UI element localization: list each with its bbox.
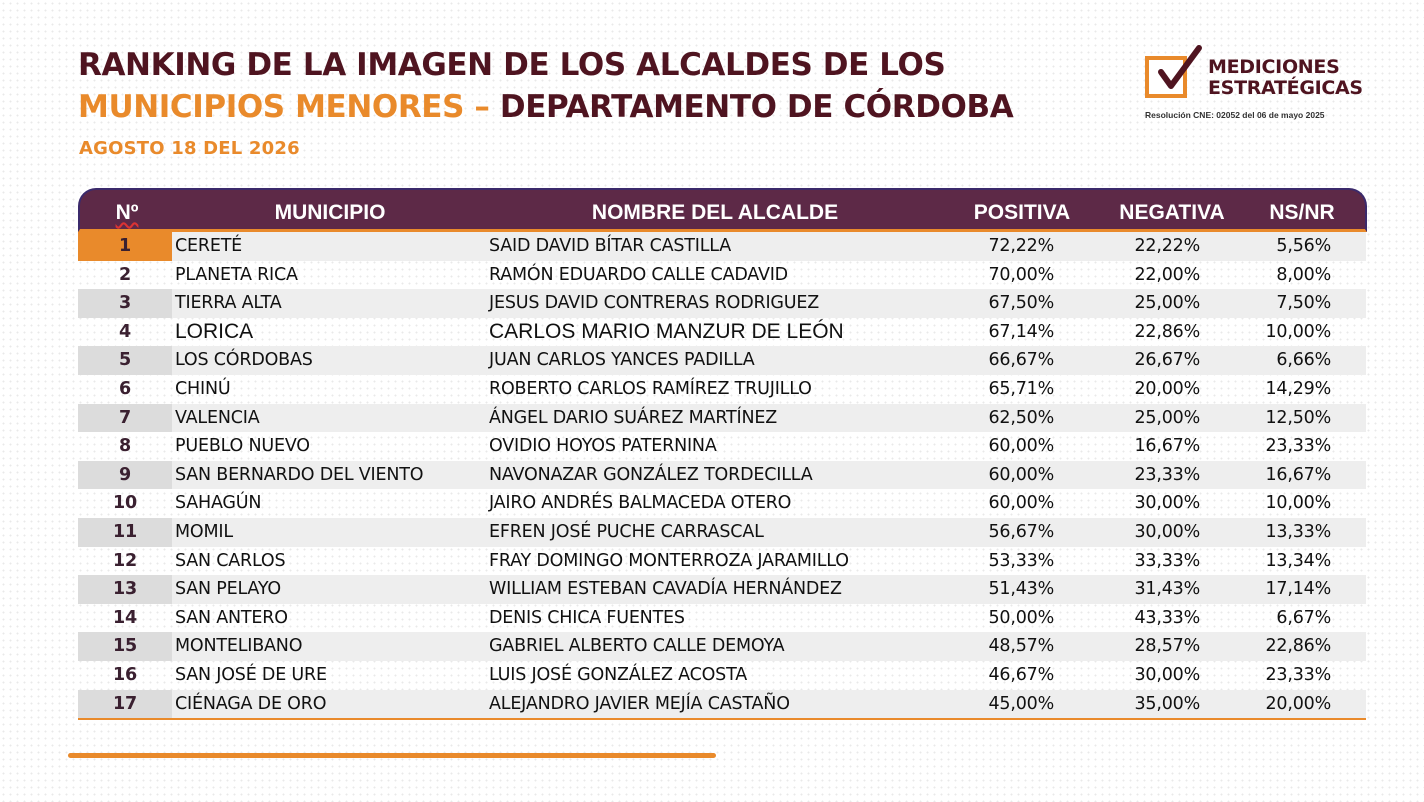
title-department: DEPARTAMENTO DE CÓRDOBA bbox=[489, 89, 1014, 125]
cell-positiva: 70,00% bbox=[988, 264, 1054, 285]
table-row bbox=[78, 289, 1366, 318]
cell-municipio: CIÉNAGA DE ORO bbox=[175, 693, 327, 714]
cell-nsnr: 6,67% bbox=[1276, 607, 1331, 628]
table-row bbox=[78, 575, 1366, 604]
table-row bbox=[78, 375, 1366, 404]
cell-positiva: 67,14% bbox=[988, 321, 1054, 342]
header-positiva: POSITIVA bbox=[973, 201, 1071, 224]
report-date: AGOSTO 18 DEL 2026 bbox=[79, 138, 300, 159]
cell-nsnr: 14,29% bbox=[1265, 378, 1331, 399]
header-num: Nº bbox=[115, 201, 139, 224]
cell-negativa: 25,00% bbox=[1134, 407, 1200, 428]
cell-negativa: 43,33% bbox=[1134, 607, 1200, 628]
cell-municipio: SAHAGÚN bbox=[175, 493, 262, 514]
cell-nsnr: 12,50% bbox=[1265, 407, 1331, 428]
cell-nsnr: 5,56% bbox=[1276, 236, 1331, 256]
cell-alcalde: ALEJANDRO JAVIER MEJÍA CASTAÑO bbox=[489, 693, 790, 714]
table-row bbox=[78, 632, 1366, 661]
cell-nsnr: 22,86% bbox=[1265, 636, 1331, 657]
cell-negativa: 35,00% bbox=[1134, 693, 1200, 714]
cell-nsnr: 6,66% bbox=[1276, 350, 1331, 371]
title-line-2 bbox=[78, 86, 1013, 128]
cell-positiva: 45,00% bbox=[988, 693, 1054, 714]
cell-alcalde: CARLOS MARIO MANZUR DE LEÓN bbox=[489, 319, 844, 343]
cell-negativa: 20,00% bbox=[1134, 378, 1200, 399]
logo-wordmark bbox=[1208, 57, 1363, 99]
cell-num: 8 bbox=[119, 436, 131, 457]
cell-nsnr: 10,00% bbox=[1265, 493, 1331, 514]
cell-nsnr: 23,33% bbox=[1265, 436, 1331, 457]
ranking-table bbox=[78, 188, 1367, 720]
cell-nsnr: 17,14% bbox=[1265, 579, 1331, 600]
cell-alcalde: JUAN CARLOS YANCES PADILLA bbox=[489, 350, 755, 371]
cell-positiva: 50,00% bbox=[988, 607, 1054, 628]
table-row bbox=[78, 661, 1366, 690]
cell-municipio: MONTELIBANO bbox=[175, 636, 303, 657]
cell-negativa: 16,67% bbox=[1134, 436, 1200, 457]
cell-municipio: LOS CÓRDOBAS bbox=[175, 350, 313, 371]
cell-num: 4 bbox=[119, 321, 131, 342]
cell-municipio: SAN JOSÉ DE URE bbox=[175, 664, 327, 685]
cell-positiva: 46,67% bbox=[988, 664, 1054, 685]
cell-num: 11 bbox=[78, 518, 172, 547]
cell-num: 17 bbox=[78, 690, 172, 719]
cell-negativa: 26,67% bbox=[1134, 350, 1200, 371]
company-logo bbox=[1143, 44, 1373, 124]
cell-num: 7 bbox=[78, 404, 172, 433]
cell-municipio: SAN CARLOS bbox=[175, 550, 286, 571]
cell-municipio: PUEBLO NUEVO bbox=[175, 436, 310, 457]
cell-negativa: 25,00% bbox=[1134, 293, 1200, 314]
logo-line-2: ESTRATÉGICAS bbox=[1208, 77, 1363, 99]
cell-num: 10 bbox=[113, 493, 137, 514]
cell-nsnr: 8,00% bbox=[1276, 264, 1331, 285]
cell-alcalde: EFREN JOSÉ PUCHE CARRASCAL bbox=[489, 521, 764, 542]
cell-positiva: 67,50% bbox=[988, 293, 1054, 314]
cell-municipio: MOMIL bbox=[175, 521, 233, 542]
cell-alcalde: SAID DAVID BÍTAR CASTILLA bbox=[489, 236, 732, 256]
cell-positiva: 66,67% bbox=[988, 350, 1054, 371]
cell-negativa: 23,33% bbox=[1134, 464, 1200, 485]
cell-negativa: 30,00% bbox=[1134, 664, 1200, 685]
cell-positiva: 60,00% bbox=[988, 436, 1054, 457]
table-row bbox=[78, 489, 1366, 518]
cell-alcalde: FRAY DOMINGO MONTERROZA JARAMILLO bbox=[489, 550, 849, 571]
table-row bbox=[78, 346, 1366, 375]
cell-num: 12 bbox=[113, 550, 137, 571]
table-header bbox=[78, 188, 1367, 232]
cell-positiva: 65,71% bbox=[988, 378, 1054, 399]
cell-municipio: PLANETA RICA bbox=[175, 264, 298, 285]
cell-negativa: 30,00% bbox=[1134, 521, 1200, 542]
cell-positiva: 60,00% bbox=[988, 493, 1054, 514]
cell-negativa: 33,33% bbox=[1134, 550, 1200, 571]
cell-alcalde: ÁNGEL DARIO SUÁREZ MARTÍNEZ bbox=[489, 407, 777, 428]
cell-municipio: LORICA bbox=[175, 319, 254, 343]
cell-alcalde: GABRIEL ALBERTO CALLE DEMOYA bbox=[489, 636, 785, 657]
cell-positiva: 51,43% bbox=[988, 579, 1054, 600]
cell-negativa: 28,57% bbox=[1134, 636, 1200, 657]
cell-num: 6 bbox=[119, 378, 131, 399]
checkmark-icon bbox=[1155, 46, 1207, 98]
header-nsnr: NS/NR bbox=[1269, 201, 1335, 224]
title-line-1: RANKING DE LA IMAGEN DE LOS ALCALDES DE LOS bbox=[78, 47, 946, 83]
table-row bbox=[78, 432, 1366, 461]
cell-num: 14 bbox=[113, 607, 137, 628]
cell-num: 15 bbox=[78, 632, 172, 661]
cell-alcalde: WILLIAM ESTEBAN CAVADÍA HERNÁNDEZ bbox=[489, 579, 842, 600]
cell-alcalde: JAIRO ANDRÉS BALMACEDA OTERO bbox=[489, 493, 792, 514]
cell-municipio: VALENCIA bbox=[175, 407, 260, 428]
cell-num: 13 bbox=[78, 575, 172, 604]
cell-alcalde: ROBERTO CARLOS RAMÍREZ TRUJILLO bbox=[489, 378, 812, 399]
table-body bbox=[78, 232, 1366, 720]
cell-municipio: SAN ANTERO bbox=[175, 607, 288, 628]
cell-negativa: 22,00% bbox=[1134, 264, 1200, 285]
table-row bbox=[78, 461, 1366, 490]
header-negativa: NEGATIVA bbox=[1119, 201, 1225, 224]
cell-num: 9 bbox=[78, 461, 172, 490]
cell-alcalde: OVIDIO HOYOS PATERNINA bbox=[489, 436, 717, 457]
cell-municipio: SAN BERNARDO DEL VIENTO bbox=[175, 464, 424, 485]
cell-municipio: TIERRA ALTA bbox=[175, 293, 282, 314]
cell-num: 2 bbox=[119, 264, 131, 285]
cell-nsnr: 13,33% bbox=[1265, 521, 1331, 542]
cell-municipio: SAN PELAYO bbox=[175, 579, 281, 600]
cell-num: 3 bbox=[78, 289, 172, 318]
cell-alcalde: JESUS DAVID CONTRERAS RODRIGUEZ bbox=[489, 293, 820, 314]
cell-positiva: 53,33% bbox=[988, 550, 1054, 571]
header-alcalde: NOMBRE DEL ALCALDE bbox=[591, 201, 839, 224]
cell-alcalde: DENIS CHICA FUENTES bbox=[489, 607, 685, 628]
table-row bbox=[78, 232, 1366, 261]
cell-num: 1 bbox=[78, 232, 172, 261]
table-row bbox=[78, 604, 1366, 633]
cell-negativa: 30,00% bbox=[1134, 493, 1200, 514]
cell-num: 5 bbox=[78, 346, 172, 375]
cell-nsnr: 13,34% bbox=[1265, 550, 1331, 571]
cell-municipio: CERETÉ bbox=[175, 236, 243, 256]
table-row bbox=[78, 404, 1366, 433]
cell-positiva: 60,00% bbox=[988, 464, 1054, 485]
cell-negativa: 31,43% bbox=[1134, 579, 1200, 600]
cell-positiva: 62,50% bbox=[988, 407, 1054, 428]
logo-line-1: MEDICIONES bbox=[1208, 56, 1340, 78]
page-title bbox=[78, 44, 1013, 128]
cell-positiva: 48,57% bbox=[988, 636, 1054, 657]
cell-negativa: 22,86% bbox=[1134, 321, 1200, 342]
cell-alcalde: RAMÓN EDUARDO CALLE CADAVID bbox=[489, 264, 788, 285]
cell-nsnr: 23,33% bbox=[1265, 664, 1331, 685]
table-row bbox=[78, 518, 1366, 547]
header-municipio: MUNICIPIO bbox=[274, 201, 386, 224]
cell-positiva: 72,22% bbox=[988, 236, 1054, 256]
cell-municipio: CHINÚ bbox=[175, 378, 231, 399]
cell-nsnr: 7,50% bbox=[1276, 293, 1331, 314]
cell-negativa: 22,22% bbox=[1134, 236, 1200, 256]
table-row bbox=[78, 261, 1366, 290]
cell-nsnr: 20,00% bbox=[1265, 693, 1331, 714]
cell-alcalde: NAVONAZAR GONZÁLEZ TORDECILLA bbox=[489, 464, 813, 485]
title-highlight: MUNICIPIOS MENORES – bbox=[78, 89, 490, 125]
cell-positiva: 56,67% bbox=[988, 521, 1054, 542]
cell-nsnr: 10,00% bbox=[1265, 321, 1331, 342]
cell-num: 16 bbox=[113, 664, 137, 685]
logo-resolution: Resolución CNE: 02052 del 06 de mayo 2025 bbox=[1145, 110, 1325, 120]
cell-alcalde: LUIS JOSÉ GONZÁLEZ ACOSTA bbox=[489, 664, 747, 685]
decorative-underline bbox=[68, 753, 716, 758]
table-row bbox=[78, 318, 1366, 347]
table-row bbox=[78, 690, 1366, 721]
table-row bbox=[78, 547, 1366, 576]
cell-nsnr: 16,67% bbox=[1265, 464, 1331, 485]
